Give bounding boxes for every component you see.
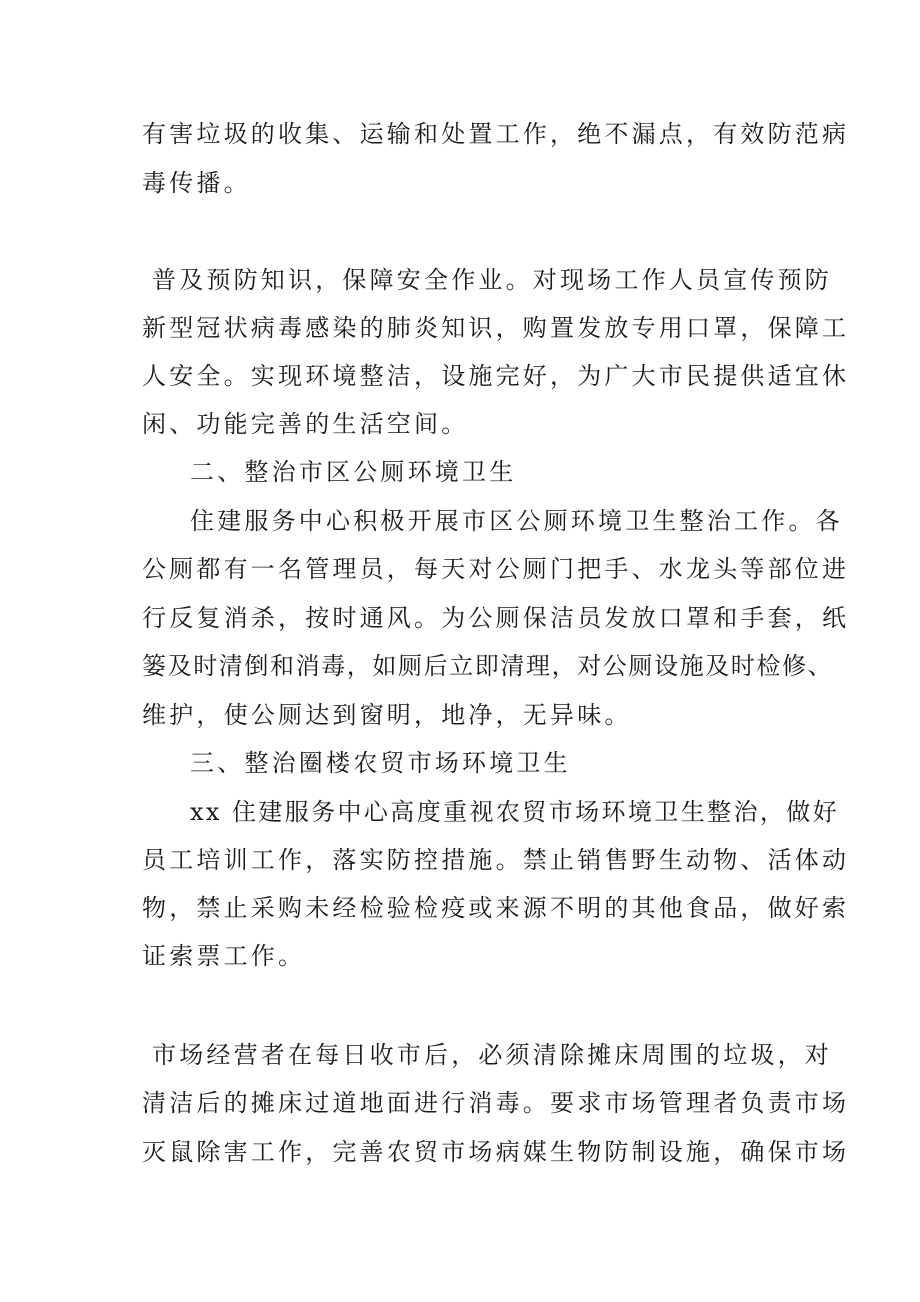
text-line: 证索票工作。 — [142, 942, 306, 970]
text-line: 新型冠状病毒感染的肺炎知识，购置发放专用口罩，保障工 — [142, 314, 850, 342]
text-line: 闲、功能完善的生活空间。 — [142, 410, 469, 438]
text-line: 市场经营者在每日收市后，必须清除摊床周围的垃圾，对 — [152, 1041, 832, 1069]
text-line: 行反复消杀，按时通风。为公厕保洁员发放口罩和手套，纸 — [142, 604, 850, 632]
text-line: 公厕都有一名管理员，每天对公厕门把手、水龙头等部位进 — [142, 555, 850, 583]
text-line: 员工培训工作，落实防控措施。禁止销售野生动物、活体动 — [142, 846, 850, 874]
text-line: 毒传播。 — [142, 169, 251, 197]
section-heading: 二、整治市区公厕环境卫生 — [190, 458, 517, 486]
text-line: 普及预防知识，保障安全作业。对现场工作人员宣传预防 — [152, 266, 832, 294]
section-heading: 三、整治圈楼农贸市场环境卫生 — [190, 749, 571, 777]
text-line: 有害垃圾的收集、运输和处置工作，绝不漏点，有效防范病 — [142, 120, 850, 148]
text-line: 人安全。实现环境整洁，设施完好，为广大市民提供适宜休 — [142, 362, 850, 390]
text-line: 清洁后的摊床过道地面进行消毒。要求市场管理者负责市场 — [142, 1089, 850, 1117]
text-line: 篓及时清倒和消毒，如厕后立即清理，对公厕设施及时检修、 — [142, 652, 834, 680]
text-line: 灭鼠除害工作，完善农贸市场病媒生物防制设施，确保市场 — [142, 1138, 850, 1166]
text-line: 物，禁止采购未经检验检疫或来源不明的其他食品，做好索 — [142, 894, 850, 922]
text-line: xx 住建服务中心高度重视农贸市场环境卫生整治，做好 — [190, 798, 840, 826]
text-line: 住建服务中心积极开展市区公厕环境卫生整治工作。各 — [190, 507, 843, 535]
text-line: 维护，使公厕达到窗明，地净，无异味。 — [142, 701, 632, 729]
